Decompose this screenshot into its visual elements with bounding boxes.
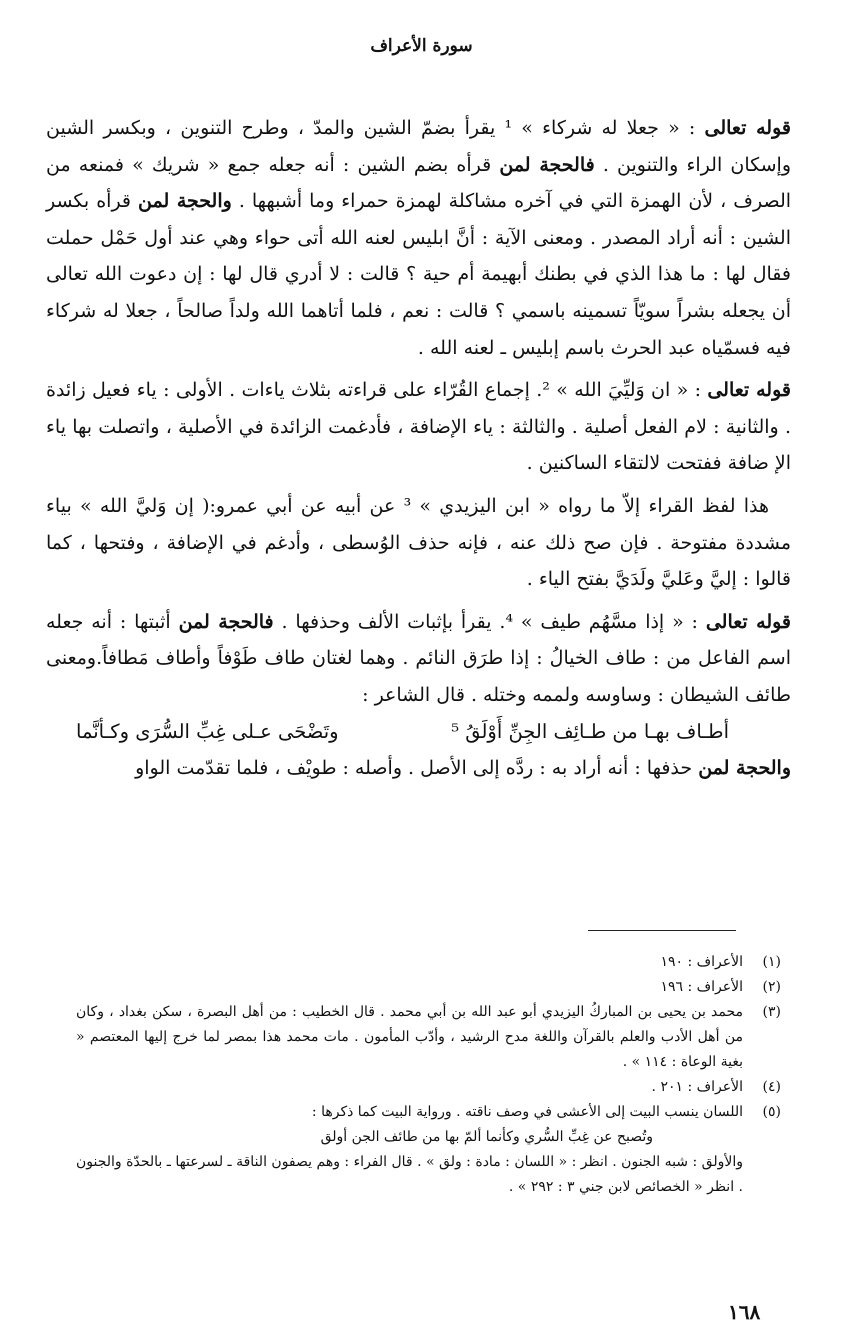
- paragraph-shurakaa: [46, 110, 791, 366]
- keyword: قوله تعالى: [705, 610, 792, 633]
- text-run: حذفها : أنه أراد به : ردَّه إلى الأصل . وأصله : طويْف ، فلما تقدّمت الواو: [135, 757, 699, 780]
- keyword: فالحجة لمن: [499, 153, 595, 176]
- keyword: والحجة لمن: [138, 190, 232, 213]
- footnote-2: [76, 975, 781, 1000]
- footnote-verse: وتُصبح عن غِبِّ السُّري وكأنما ألمّ بها من طائف الجن أولق: [320, 1129, 653, 1145]
- footnote-text: الأعراف : ١٩٦: [660, 979, 743, 995]
- footnote-text: الأعراف : ١٩٠: [660, 954, 743, 970]
- footnote-number: (٥): [762, 1104, 781, 1120]
- footnote-number: (٢): [762, 979, 781, 995]
- footnote-text: اللسان ينسب البيت إلى الأعشى في وصف ناقته . ورواية البيت كما ذكرها :: [311, 1104, 743, 1120]
- keyword: قوله تعالى: [707, 379, 791, 402]
- text-run: : « ان وَليِّيَ الله » ². إجماع القُرّاء على قراءته بثلاث ياءات . الأولى : ياء فعيل زائدة . والثانية : لام الفعل أصلية . والثالثة : ياء الإضافة ، فأدغمت الزائدة في الأصلية ، واتصلت بها ياء الإ ضافة ففتحت لالتقاء الساكنين .: [46, 379, 791, 475]
- poetry-verse: [46, 714, 791, 751]
- footnotes: [76, 950, 781, 1200]
- keyword: قوله تعالى: [704, 117, 791, 139]
- footnote-number: (٤): [762, 1079, 781, 1095]
- running-header: سورة الأعراف: [370, 36, 473, 56]
- footnote-text: الأعراف : ٢٠١ .: [651, 1079, 743, 1095]
- footnote-3: [76, 1000, 781, 1075]
- paragraph-tayf: [46, 604, 791, 714]
- text-run: : « جعلا له شركاء » ¹ يقرأ بضمّ الشين والمدّ ، وطرح التنوين ، وبكسر الشين وإسكان الراء والتنوين .: [46, 117, 791, 176]
- footnote-number: (١): [762, 954, 781, 970]
- text-run: قرأه بضم الشين : أنه جعله جمع « شريك » فمنعه من الصرف ، لأن الهمزة التي في آخره مشاكلة لهمزة حمراء وما أشبهها .: [46, 153, 792, 213]
- main-text: [46, 110, 791, 787]
- text-run: : « إذا مسَّهُم طيف » ⁴. يقرأ بإثبات الألف وحذفها .: [273, 610, 706, 633]
- footnote-number: (٣): [762, 1004, 781, 1020]
- paragraph-yazidi: [46, 488, 791, 598]
- paragraph-hadhf: [46, 750, 791, 787]
- verse-hemistich-second: أطـاف بهـا من طـائِف الجِنِّ أَوْلَقُ ⁵: [451, 719, 729, 743]
- keyword: فالحجة لمن: [178, 610, 274, 633]
- paragraph-waliyy: [46, 372, 791, 482]
- footnote-separator: [588, 930, 736, 931]
- text-run: قرأه بكسر الشين : أنه أراد المصدر . ومعنى الآية : أنَّ ابليس لعنه الله أتى حواء وهي عند أول حَمْل حملت فقال لها : ما هذا الذي في بطنك أبهيمة أم حية ؟ قالت : لا أدري قال لها : إن دعوت الله تعالى أن يجعله بشراً سويّاً تسمينه باسمي ؟ قالت : نعم ، فلما أتاهما الله ولداً صالحاً ، جعلا له شركاء فيه فسمّياه عبد الحرث باسم إبليس ـ لعنه الله .: [46, 190, 791, 359]
- page-number: ١٦٨: [728, 1300, 761, 1324]
- footnote-text: محمد بن يحيى بن المباركُ اليزيدي أبو عبد الله بن أبي محمد . قال الخطيب : من أهل البصرة ، سكن بغداد ، وكان من أهل الأدب والعلم بالقرآن واللغة مدح الرشيد ، وأدّب المأمون . مات محمد هذا بمصر لما خرج إليها المعتصم « بغية الوعاة : ١١٤ » .: [76, 1004, 743, 1070]
- footnote-1: [76, 950, 781, 975]
- text-run: أثبتها : أنه جعله اسم الفاعل من : طاف الخيالُ : إذا طرَق النائم . وهما لغتان طاف طَوْفاً وأطاف مَطافاً.ومعنى طائف الشيطان : وساوسه ولممه وختله . قال الشاعر :: [46, 610, 791, 706]
- verse-hemistich-first: وتَضْحَى عـلى غِبِّ السُّرَى وكـأنَّما: [76, 719, 339, 743]
- footnote-4: [76, 1075, 781, 1100]
- footnote-5: [76, 1100, 781, 1200]
- footnote-body: [76, 1100, 743, 1200]
- footnote-text: والأولق : شبه الجنون . انظر : « اللسان : مادة : ولق » . قال الفراء : وهم يصفون الناقة ـ لسرعتها ـ بالحدّة والجنون . انظر « الخصائص لابن جني ٣ : ٢٩٢ » .: [76, 1154, 743, 1195]
- keyword: والحجة لمن: [698, 757, 791, 780]
- text-run: هذا لفظ القراء إلاّ ما رواه « ابن اليزيدي » ³ عن أبيه عن أبي عمرو:( إن وَليَّ الله » بياء مشددة مفتوحة . فإن صح ذلك عنه ، فإنه حذف الوُسطى ، وأدغم في الإضافة ، وفتحها ، كما قالوا : إليَّ وعَليَّ ولَدَيَّ بفتح الياء .: [46, 494, 791, 591]
